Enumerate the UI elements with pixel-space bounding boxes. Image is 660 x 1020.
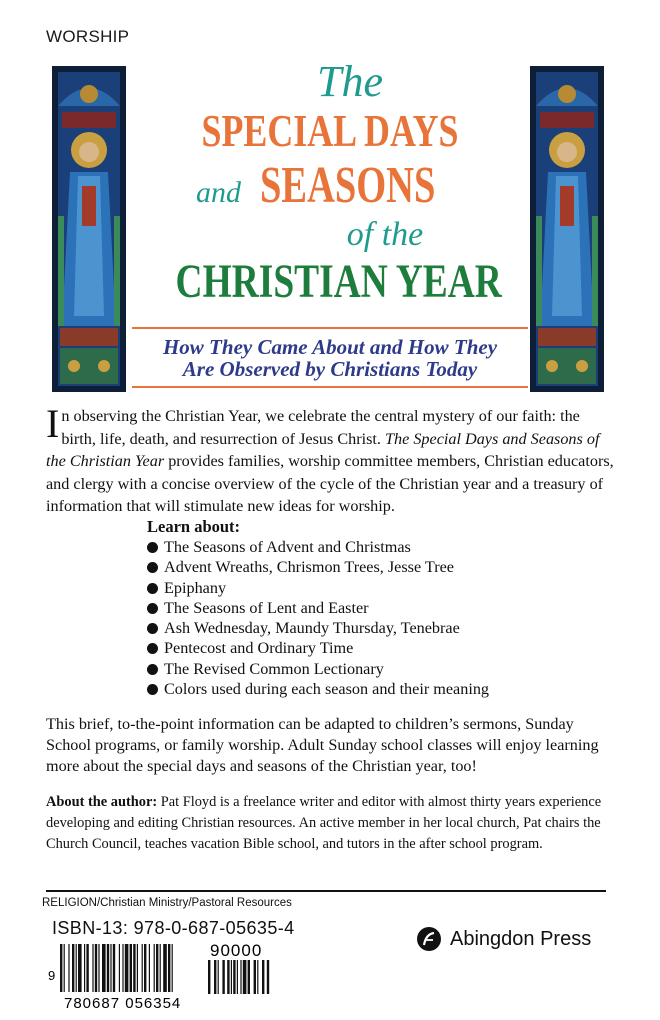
barcode-bar (130, 944, 132, 992)
barcode-addon-bars (208, 960, 269, 994)
list-item (147, 557, 567, 577)
about-author-text: Pat Floyd is a freelance writer and editor with almost thirty years experience developing and editing Christian resources. An active member in her local church, Pat chairs the Church Council, teaches vacation Bible school, and tutors in the after school program. (46, 794, 602, 852)
barcode-bar (60, 944, 62, 992)
publisher-logo (416, 926, 591, 952)
about-author-label: About the author: (46, 794, 158, 810)
list-item (147, 679, 567, 699)
stained-glass-window-left (52, 66, 126, 392)
category-label: WORSHIP (46, 27, 130, 46)
barcode-bar (149, 944, 150, 992)
list-item (147, 598, 567, 618)
barcode-addon-bar (267, 960, 269, 994)
barcode (44, 940, 280, 1010)
barcode-addon-bar (233, 960, 235, 994)
barcode-addon-bar (254, 960, 256, 994)
barcode-graphic (44, 940, 280, 1010)
barcode-bar (168, 944, 170, 992)
barcode-bar (84, 944, 85, 992)
barcode-addon-bar (262, 960, 264, 994)
barcode-addon-bar (222, 960, 224, 994)
barcode-bar (98, 944, 99, 992)
barcode-price-code: 90000 (210, 941, 263, 960)
barcode-digits: 780687 056354 (64, 995, 182, 1010)
drop-cap: I (46, 401, 60, 446)
list-item-text: The Seasons of Advent and Christmas (164, 538, 411, 556)
learn-about-heading: Learn about: (147, 517, 241, 536)
bullet-icon (147, 542, 158, 553)
subtitle-line1: How They Came About and How They (162, 335, 498, 359)
list-item-text: Ash Wednesday, Maundy Thursday, Tenebrae (164, 619, 460, 638)
barcode-addon-bar (227, 960, 229, 994)
subtitle (132, 336, 528, 380)
barcode-bars (60, 944, 173, 992)
barcode-bar (144, 944, 146, 992)
barcode-addon-bar (240, 960, 241, 994)
usage-paragraph: This brief, to-the-point information can be adapted to children’s sermons, Sunday School programs, or family worship. Adult Sunday school classes will enjoy learning more about the special days and seasons of the Christian year, too! (46, 715, 599, 775)
intro-text-1: n observing the Christian Year, we celebrate the central mystery of our faith: the birth, life, death, and resurrection of Jesus Christ. (61, 407, 580, 448)
subtitle-rule-top (132, 327, 528, 329)
title-and: and (196, 176, 241, 209)
barcode-lead-digit: 9 (48, 968, 56, 983)
barcode-addon-bar (208, 960, 210, 994)
list-item (147, 537, 567, 557)
stained-glass-window-right (530, 66, 604, 392)
barcode-addon-bar (237, 960, 238, 994)
subtitle-rule-bottom (132, 386, 528, 388)
barcode-bar (110, 944, 111, 992)
barcode-bar (160, 944, 161, 992)
barcode-bar (137, 944, 138, 992)
barcode-bar (154, 944, 155, 992)
barcode-addon-bar (248, 960, 250, 994)
barcode-bar (156, 944, 158, 992)
barcode-bar (86, 944, 88, 992)
barcode-bar (125, 944, 129, 992)
list-item-text: The Revised Common Lectionary (164, 659, 384, 678)
bisac-category: RELIGION/Christian Ministry/Pastoral Resources (42, 897, 292, 909)
learn-about-list (147, 537, 567, 699)
barcode-addon-bar (257, 960, 258, 994)
bullet-icon (147, 562, 158, 573)
bullet-icon (147, 643, 158, 654)
barcode-bar (78, 944, 82, 992)
intro-book-title: The Special Days and Seasons of the Christian Year (46, 429, 600, 470)
barcode-bar (64, 944, 65, 992)
barcode-bar (102, 944, 106, 992)
abingdon-logo-icon (416, 926, 442, 952)
list-item (147, 578, 567, 598)
bullet-icon (147, 583, 158, 594)
title-special-days: SPECIAL DAYS (201, 105, 459, 156)
barcode-bar (76, 944, 77, 992)
barcode-addon-bar (218, 960, 219, 994)
barcode-addon-bar (243, 960, 247, 994)
title-of-the: of the (346, 216, 424, 253)
title-the: The (317, 57, 383, 106)
barcode-bar (133, 944, 135, 992)
list-item-text: Epiphany (164, 578, 227, 597)
barcode-bar (95, 944, 97, 992)
intro-paragraph (46, 401, 618, 518)
book-title (132, 57, 528, 310)
footer-divider (46, 890, 606, 892)
list-item-text: The Seasons of Lent and Easter (164, 598, 369, 617)
title-seasons: SEASONS (260, 157, 436, 214)
list-item-text: Advent Wreaths, Chrismon Trees, Jesse Tree (164, 558, 454, 577)
bullet-icon (147, 623, 158, 634)
barcode-bar (72, 944, 74, 992)
list-item (147, 618, 567, 638)
barcode-bar (122, 944, 123, 992)
barcode-addon-bar (231, 960, 232, 994)
barcode-bar (172, 944, 173, 992)
about-author (46, 792, 622, 855)
list-item (147, 638, 567, 658)
list-item-text: Colors used during each season and their meaning (164, 680, 490, 699)
barcode-bar (107, 944, 109, 992)
isbn-text: ISBN-13: 978-0-687-05635-4 (52, 918, 295, 938)
barcode-bar (92, 944, 93, 992)
intro-text-2: provides families, worship committee members, Christian educators, and clergy with a concise overview of the cycle of the Christian year and a treasury of information that will stimulate new ideas for worship. (46, 452, 614, 515)
bullet-icon (147, 684, 158, 695)
list-item-text: Pentecost and Ordinary Time (164, 639, 354, 658)
title-christian-year: CHRISTIAN YEAR (175, 255, 502, 308)
barcode-bar (163, 944, 167, 992)
barcode-addon-bar (214, 960, 216, 994)
bullet-icon (147, 603, 158, 614)
barcode-bar (119, 944, 120, 992)
barcode-bar (68, 944, 69, 992)
bullet-icon (147, 664, 158, 675)
learn-about-section (147, 516, 567, 699)
subtitle-line2: Are Observed by Christians Today (182, 357, 478, 381)
barcode-bar (113, 944, 115, 992)
publisher-name: Abingdon Press (450, 927, 592, 950)
barcode-bar (142, 944, 143, 992)
list-item (147, 659, 567, 679)
